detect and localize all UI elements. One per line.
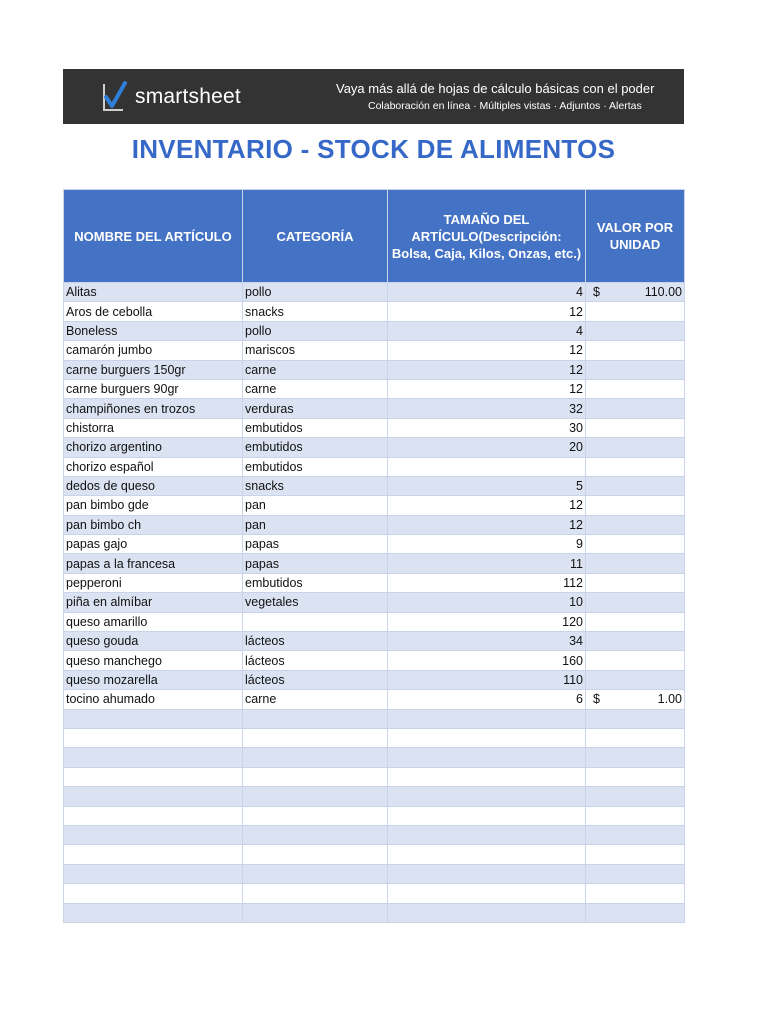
cell-item-name[interactable]: chistorra: [64, 418, 243, 437]
cell-unit-value[interactable]: [586, 535, 685, 554]
cell-unit-value[interactable]: [586, 341, 685, 360]
cell-unit-value[interactable]: [586, 418, 685, 437]
cell-category[interactable]: lácteos: [243, 632, 388, 651]
cell-category[interactable]: pan: [243, 515, 388, 534]
cell-category[interactable]: [243, 728, 388, 747]
cell-item-name[interactable]: camarón jumbo: [64, 341, 243, 360]
cell-unit-value[interactable]: [586, 593, 685, 612]
cell-category[interactable]: embutidos: [243, 438, 388, 457]
table-row: [64, 496, 685, 515]
header-item-size[interactable]: TAMAÑO DEL ARTÍCULO(Descripción: Bolsa, Caja, Kilos, Onzas, etc.): [388, 190, 586, 283]
cell-item-size[interactable]: [388, 903, 586, 922]
cell-category[interactable]: embutidos: [243, 573, 388, 592]
cell-item-name[interactable]: [64, 845, 243, 864]
cell-unit-value[interactable]: [586, 476, 685, 495]
cell-item-name[interactable]: papas gajo: [64, 535, 243, 554]
table-row: [64, 438, 685, 457]
cell-item-size[interactable]: 12: [388, 302, 586, 321]
cell-item-name[interactable]: dedos de queso: [64, 476, 243, 495]
cell-unit-value[interactable]: [586, 709, 685, 728]
table-row: [64, 399, 685, 418]
cell-category[interactable]: [243, 767, 388, 786]
cell-item-name[interactable]: [64, 709, 243, 728]
cell-category[interactable]: lácteos: [243, 651, 388, 670]
table-row: [64, 457, 685, 476]
cell-item-size[interactable]: [388, 806, 586, 825]
cell-unit-value[interactable]: [586, 379, 685, 398]
cell-item-size[interactable]: 9: [388, 535, 586, 554]
cell-item-name[interactable]: Aros de cebolla: [64, 302, 243, 321]
cell-item-size[interactable]: [388, 457, 586, 476]
table-header-row: [64, 190, 685, 283]
cell-item-size[interactable]: 12: [388, 360, 586, 379]
unit-value-amount: 110.00: [644, 285, 682, 300]
cell-unit-value[interactable]: [586, 399, 685, 418]
cell-unit-value[interactable]: [586, 457, 685, 476]
cell-unit-value[interactable]: [586, 283, 685, 302]
cell-category[interactable]: carne: [243, 690, 388, 709]
table-row: [64, 651, 685, 670]
cell-item-name[interactable]: queso manchego: [64, 651, 243, 670]
table-row: [64, 612, 685, 631]
table-row: [64, 767, 685, 786]
cell-item-name[interactable]: tocino ahumado: [64, 690, 243, 709]
table-row: [64, 515, 685, 534]
table-row: [64, 360, 685, 379]
cell-unit-value[interactable]: [586, 321, 685, 340]
cell-category[interactable]: lácteos: [243, 670, 388, 689]
cell-unit-value[interactable]: [586, 728, 685, 747]
cell-item-name[interactable]: [64, 864, 243, 883]
table-row: [64, 321, 685, 340]
cell-category[interactable]: carne: [243, 379, 388, 398]
table-row: [64, 787, 685, 806]
cell-unit-value[interactable]: [586, 748, 685, 767]
cell-item-name[interactable]: champiñones en trozos: [64, 399, 243, 418]
table-row: [64, 302, 685, 321]
cell-category[interactable]: mariscos: [243, 341, 388, 360]
cell-category[interactable]: snacks: [243, 476, 388, 495]
cell-item-size[interactable]: [388, 767, 586, 786]
cell-category[interactable]: [243, 864, 388, 883]
cell-unit-value[interactable]: [586, 632, 685, 651]
cell-category[interactable]: embutidos: [243, 418, 388, 437]
cell-category[interactable]: [243, 825, 388, 844]
cell-category[interactable]: [243, 612, 388, 631]
cell-category[interactable]: [243, 709, 388, 728]
table-row: [64, 806, 685, 825]
table-row: [64, 535, 685, 554]
cell-unit-value[interactable]: [586, 767, 685, 786]
table-row: [64, 418, 685, 437]
cell-unit-value[interactable]: [586, 496, 685, 515]
page-title: INVENTARIO - STOCK DE ALIMENTOS: [131, 134, 616, 164]
cell-unit-value[interactable]: [586, 787, 685, 806]
cell-item-name[interactable]: queso mozarella: [64, 670, 243, 689]
cell-item-size[interactable]: [388, 787, 586, 806]
currency-symbol: $: [593, 692, 600, 707]
cell-item-name[interactable]: Alitas: [64, 283, 243, 302]
cell-category[interactable]: pollo: [243, 321, 388, 340]
table-row: [64, 825, 685, 844]
cell-unit-value[interactable]: [586, 515, 685, 534]
cell-category[interactable]: [243, 845, 388, 864]
cell-item-size[interactable]: [388, 864, 586, 883]
cell-item-size[interactable]: 110: [388, 670, 586, 689]
cell-category[interactable]: [243, 748, 388, 767]
smartsheet-banner[interactable]: [63, 69, 684, 124]
header-item-name[interactable]: NOMBRE DEL ARTÍCULO: [64, 190, 243, 283]
cell-category[interactable]: verduras: [243, 399, 388, 418]
table-row: [64, 709, 685, 728]
cell-unit-value[interactable]: [586, 360, 685, 379]
cell-item-name[interactable]: piña en almíbar: [64, 593, 243, 612]
cell-item-name[interactable]: [64, 903, 243, 922]
cell-item-size[interactable]: 34: [388, 632, 586, 651]
cell-unit-value[interactable]: [586, 302, 685, 321]
cell-unit-value[interactable]: [586, 884, 685, 903]
cell-item-name[interactable]: queso gouda: [64, 632, 243, 651]
cell-item-size[interactable]: 10: [388, 593, 586, 612]
cell-category[interactable]: [243, 787, 388, 806]
cell-item-name[interactable]: queso amarillo: [64, 612, 243, 631]
table-row: [64, 670, 685, 689]
table-row: [64, 341, 685, 360]
cell-item-size[interactable]: [388, 845, 586, 864]
cell-item-name[interactable]: papas a la francesa: [64, 554, 243, 573]
cell-item-size[interactable]: 12: [388, 515, 586, 534]
cell-item-size[interactable]: 12: [388, 341, 586, 360]
smartsheet-check-icon: [101, 80, 129, 114]
table-row: [64, 554, 685, 573]
cell-item-name[interactable]: Boneless: [64, 321, 243, 340]
cell-item-size[interactable]: 6: [388, 690, 586, 709]
table-row: [64, 283, 685, 302]
cell-item-name[interactable]: [64, 787, 243, 806]
cell-item-size[interactable]: 11: [388, 554, 586, 573]
cell-item-size[interactable]: 160: [388, 651, 586, 670]
table-row: [64, 476, 685, 495]
banner-headline: Vaya más allá de hojas de cálculo básicas con el poder: [336, 81, 655, 96]
cell-unit-value[interactable]: [586, 554, 685, 573]
table-row: [64, 690, 685, 709]
cell-item-size[interactable]: 12: [388, 496, 586, 515]
currency-symbol: $: [593, 285, 600, 299]
cell-unit-value[interactable]: [586, 651, 685, 670]
cell-unit-value[interactable]: [586, 845, 685, 864]
cell-item-name[interactable]: carne burguers 150gr: [64, 360, 243, 379]
cell-unit-value[interactable]: [586, 573, 685, 592]
table-row: [64, 593, 685, 612]
table-row: [64, 748, 685, 767]
cell-unit-value[interactable]: [586, 903, 685, 922]
table-row: [64, 379, 685, 398]
smartsheet-logo: [101, 80, 241, 114]
cell-item-name[interactable]: carne burguers 90gr: [64, 379, 243, 398]
cell-item-name[interactable]: pan bimbo gde: [64, 496, 243, 515]
cell-item-size[interactable]: [388, 884, 586, 903]
cell-category[interactable]: carne: [243, 360, 388, 379]
cell-unit-value[interactable]: [586, 438, 685, 457]
cell-item-size[interactable]: 5: [388, 476, 586, 495]
inventory-table: [63, 189, 685, 923]
cell-category[interactable]: [243, 903, 388, 922]
cell-item-size[interactable]: 12: [388, 379, 586, 398]
table-row: [64, 573, 685, 592]
cell-item-size[interactable]: [388, 709, 586, 728]
cell-item-size[interactable]: 120: [388, 612, 586, 631]
cell-item-name[interactable]: pan bimbo ch: [64, 515, 243, 534]
header-category[interactable]: CATEGORÍA: [243, 190, 388, 283]
cell-category[interactable]: papas: [243, 535, 388, 554]
cell-item-size[interactable]: 4: [388, 321, 586, 340]
cell-unit-value[interactable]: [586, 612, 685, 631]
cell-item-name[interactable]: [64, 806, 243, 825]
cell-item-size[interactable]: [388, 748, 586, 767]
header-unit-value[interactable]: VALOR POR UNIDAD: [586, 190, 685, 283]
banner-subline: Colaboración en línea · Múltiples vistas · Adjuntos · Alertas: [368, 100, 642, 112]
unit-value-amount: 1.00: [657, 692, 682, 707]
cell-category[interactable]: embutidos: [243, 457, 388, 476]
cell-category[interactable]: pan: [243, 496, 388, 515]
cell-item-size[interactable]: 32: [388, 399, 586, 418]
table-row: [64, 864, 685, 883]
cell-unit-value[interactable]: [586, 864, 685, 883]
cell-item-size[interactable]: 30: [388, 418, 586, 437]
cell-unit-value[interactable]: [586, 825, 685, 844]
cell-item-name[interactable]: pepperoni: [64, 573, 243, 592]
cell-item-size[interactable]: 20: [388, 438, 586, 457]
cell-category[interactable]: snacks: [243, 302, 388, 321]
cell-item-size[interactable]: 112: [388, 573, 586, 592]
cell-unit-value[interactable]: [586, 670, 685, 689]
cell-item-name[interactable]: [64, 728, 243, 747]
cell-item-name[interactable]: [64, 825, 243, 844]
table-row: [64, 903, 685, 922]
cell-item-name[interactable]: chorizo argentino: [64, 438, 243, 457]
table-row: [64, 845, 685, 864]
cell-item-name[interactable]: [64, 767, 243, 786]
cell-unit-value[interactable]: [586, 806, 685, 825]
cell-category[interactable]: pollo: [243, 283, 388, 302]
cell-category[interactable]: papas: [243, 554, 388, 573]
cell-item-size[interactable]: [388, 728, 586, 747]
cell-unit-value[interactable]: [586, 690, 685, 709]
cell-category[interactable]: [243, 806, 388, 825]
cell-category[interactable]: [243, 884, 388, 903]
table-row: [64, 632, 685, 651]
cell-item-name[interactable]: [64, 748, 243, 767]
cell-item-size[interactable]: 4: [388, 283, 586, 302]
table-row: [64, 728, 685, 747]
cell-item-name[interactable]: chorizo español: [64, 457, 243, 476]
logo-text: smartsheet: [135, 85, 241, 108]
cell-item-size[interactable]: [388, 825, 586, 844]
table-row: [64, 884, 685, 903]
cell-category[interactable]: vegetales: [243, 593, 388, 612]
cell-item-name[interactable]: [64, 884, 243, 903]
